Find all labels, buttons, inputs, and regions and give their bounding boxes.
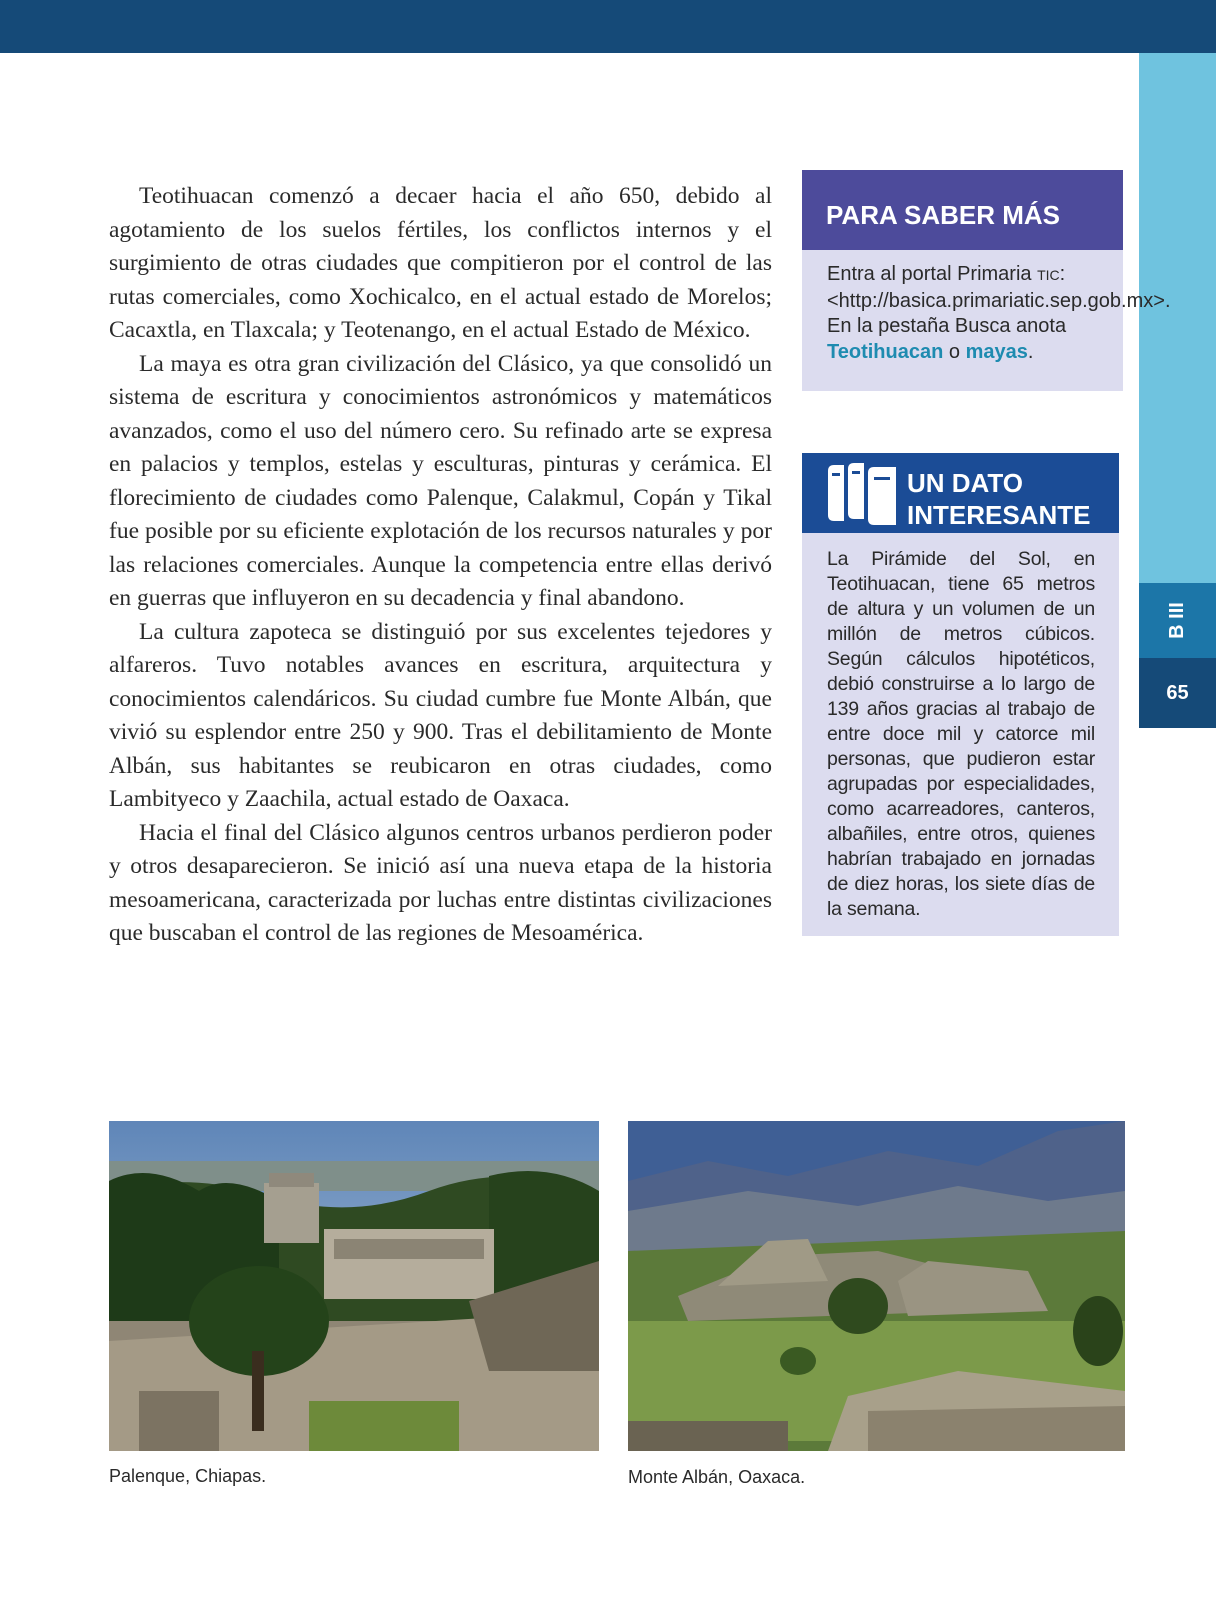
keyword-mayas: mayas: [965, 340, 1028, 363]
saber-mas-body: [802, 250, 1171, 391]
top-bar: [0, 0, 1216, 53]
paragraph: Teotihuacan comenzó a decaer hacia el año 650, debido al agotamiento de los suelos fértiles, los conflictos internos y el surgimiento de otras ciudades que compitieron por el control de las rutas comerciales, como Xochicalco, en el actual estado de Morelos; Cacaxtla, en Tlaxcala; y Teotenango, en el actual Estado de México.: [109, 183, 772, 343]
dato-body: La Pirámide del Sol, en Teotihuacan, tiene 65 metros de altura y un volumen de un millón de metros cúbicos. Según cálculos hipotéticos, debió construirse a lo largo de 139 años gracias al trabajo de entre doce mil y catorce mil personas, que pudieron estar agrupadas por especialidades, como acarreadores, canteros, albañiles, entre otros, quienes habrían trabajado en jornadas de diez horas, los siete días de la semana.: [802, 533, 1119, 936]
paragraph: La maya es otra gran civilización del Clásico, ya que consolidó un sistema de escritura y conocimientos astronómicos y matemáticos avanzados, como el uso del número cero. Su refinado arte se expresa en palacios y templos, estelas y esculturas, pinturas y cerámica. El florecimiento de ciudades como Palenque, Calakmul, Copán y Tikal fue posible por su eficiente explotación de los recursos naturales y por las relaciones comerciales. Aunque la competencia entre ellas derivó en guerras que influyeron en su decadencia y final abandono.: [109, 350, 772, 611]
paragraph: Hacia el final del Clásico algunos centros urbanos perdieron poder y otros desaparecieron. Se inició así una nueva etapa de la historia mesoamericana, caracterizada por luchas entre distintas civilizaciones que buscaban el control de las regiones de Mesoamérica.: [109, 819, 772, 946]
saber-mas-title: PARA SABER MÁS: [826, 200, 1061, 230]
block-label: B III: [1165, 602, 1188, 639]
dato-header: [802, 453, 1119, 533]
saber-mas-text: o: [943, 340, 966, 363]
books-icon: [824, 459, 900, 529]
side-tab: [1139, 53, 1216, 583]
paragraph: La cultura zapoteca se distinguió por sus excelentes tejedores y alfareros. Tuvo notables avances en escritura, arquitectura y conocimientos calendáricos. Su ciudad cumbre fue Monte Albán, que vivió su esplendor entre 250 y 900. Tras el debilitamiento de Monte Albán, sus habitantes se reubicaron en otras ciudades, como Lambityeco y Zaachila, actual estado de Oaxaca.: [109, 618, 772, 812]
block-tab: [1139, 583, 1216, 658]
main-text: [109, 180, 772, 951]
dato-title-line: INTERESANTE: [907, 500, 1091, 530]
dato-title: [907, 467, 1090, 531]
tic-label: TIC: [1037, 267, 1060, 283]
page-number: 65: [1139, 658, 1216, 728]
saber-mas-text: .: [1027, 340, 1034, 363]
photo-palenque: [109, 1121, 599, 1451]
keyword-teotihuacan: Teotihuacan: [827, 340, 944, 363]
saber-mas-header: [802, 170, 1123, 250]
caption-palenque: Palenque, Chiapas.: [109, 1466, 267, 1486]
saber-mas-text: Entra al portal Primaria: [827, 263, 1038, 285]
saber-mas-text: : <http://basica.primariatic.sep.gob.mx>. En la pestaña Busca anota: [827, 263, 1171, 337]
caption-monte-alban: Monte Albán, Oaxaca.: [628, 1467, 806, 1487]
photo-monte-alban: [628, 1121, 1125, 1451]
dato-title-line: UN DATO: [907, 468, 1024, 498]
